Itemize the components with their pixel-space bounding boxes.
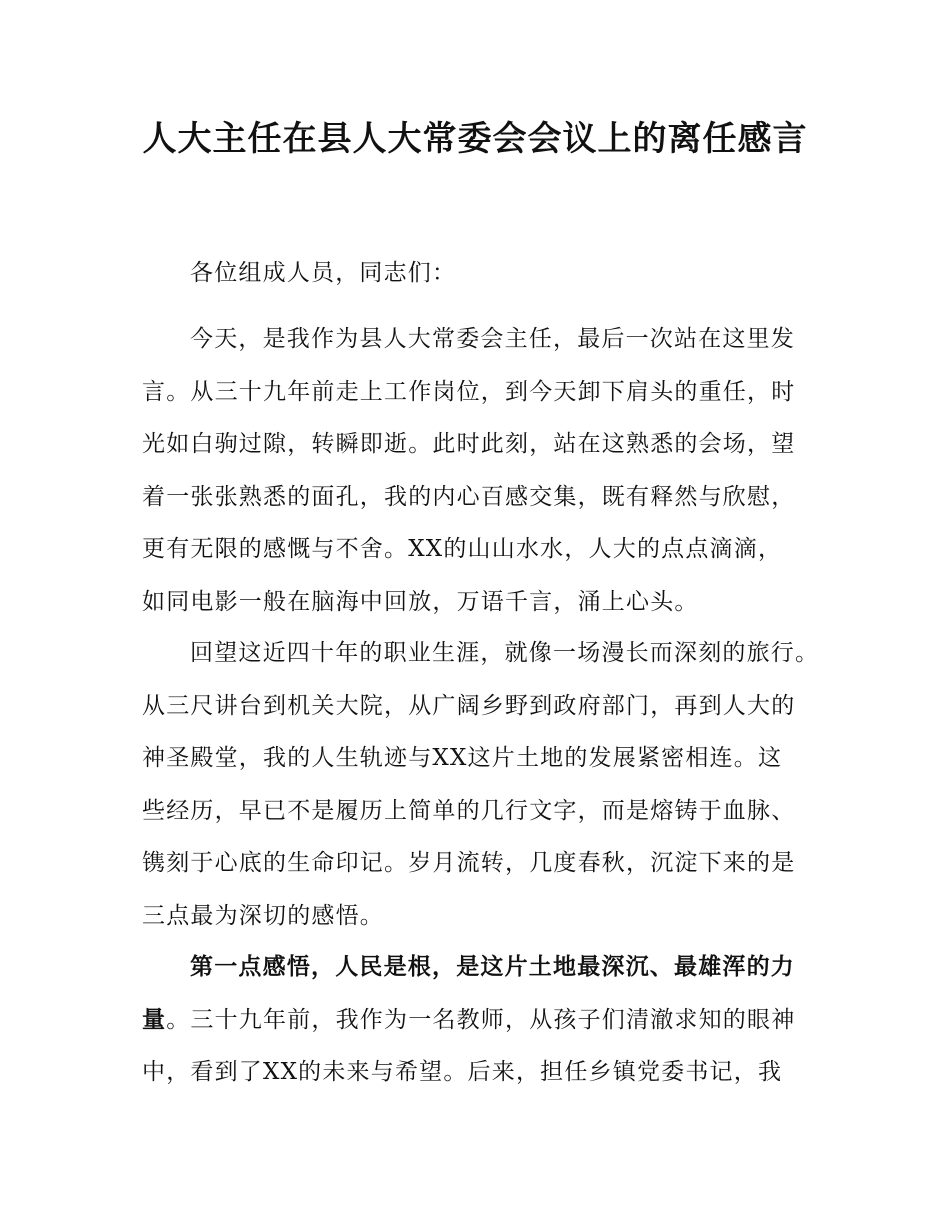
paragraph-3-heading-end: 量 [142, 1006, 167, 1033]
paragraph-1-line: 今天，是我作为县人大常委会主任，最后一次站在这里发 [190, 326, 795, 352]
paragraph-3 [142, 941, 822, 1099]
paragraph-1-line: 更有无限的感慨与不舍。XX的山山水水，人大的点点滴滴， [142, 536, 783, 563]
greeting: 各位组成人员，同志们： [190, 260, 457, 286]
paragraph-1-line: 着一张张熟悉的面孔，我的内心百感交集，既有释然与欣慰， [142, 483, 796, 510]
paragraph-2-line: 从三尺讲台到机关大院，从广阔乡野到政府部门，再到人大的 [142, 692, 796, 719]
paragraph-3-line-text: 。三十九年前，我作为一名教师，从孩子们清澈求知的眼神 [166, 1006, 796, 1033]
paragraph-1-line: 如同电影一般在脑海中回放，万语千言，涌上心头。 [142, 588, 699, 615]
paragraph-1 [142, 313, 822, 629]
paragraph-2-line: 三点最为深切的感悟。 [142, 902, 384, 929]
paragraph-1-line: 光如白驹过隙，转瞬即逝。此时此刻，站在这熟悉的会场，望 [142, 431, 796, 458]
paragraph-2-line: 些经历，早已不是履历上简单的几行文字，而是熔铸于血脉、 [142, 797, 796, 824]
paragraph-3-line: 中，看到了XX的未来与希望。后来，担任乡镇党委书记，我 [142, 1059, 783, 1086]
paragraph-3-heading: 第一点感悟，人民是根，是这片土地最深沉、最雄浑的力 [190, 954, 795, 980]
paragraph-3-line [142, 994, 822, 1047]
paragraph-1-line: 言。从三十九年前走上工作岗位，到今天卸下肩头的重任，时 [142, 378, 796, 405]
document-title: 人大主任在县人大常委会会议上的离任感言 [142, 119, 808, 159]
paragraph-2-line: 神圣殿堂，我的人生轨迹与XX这片土地的发展紧密相连。这 [142, 745, 783, 772]
paragraph-2-line: 镌刻于心底的生命印记。岁月流转，几度春秋，沉淀下来的是 [142, 850, 796, 877]
paragraph-2 [142, 627, 822, 943]
paragraph-2-line: 回望这近四十年的职业生涯，就像一场漫长而深刻的旅行。 [190, 640, 820, 666]
